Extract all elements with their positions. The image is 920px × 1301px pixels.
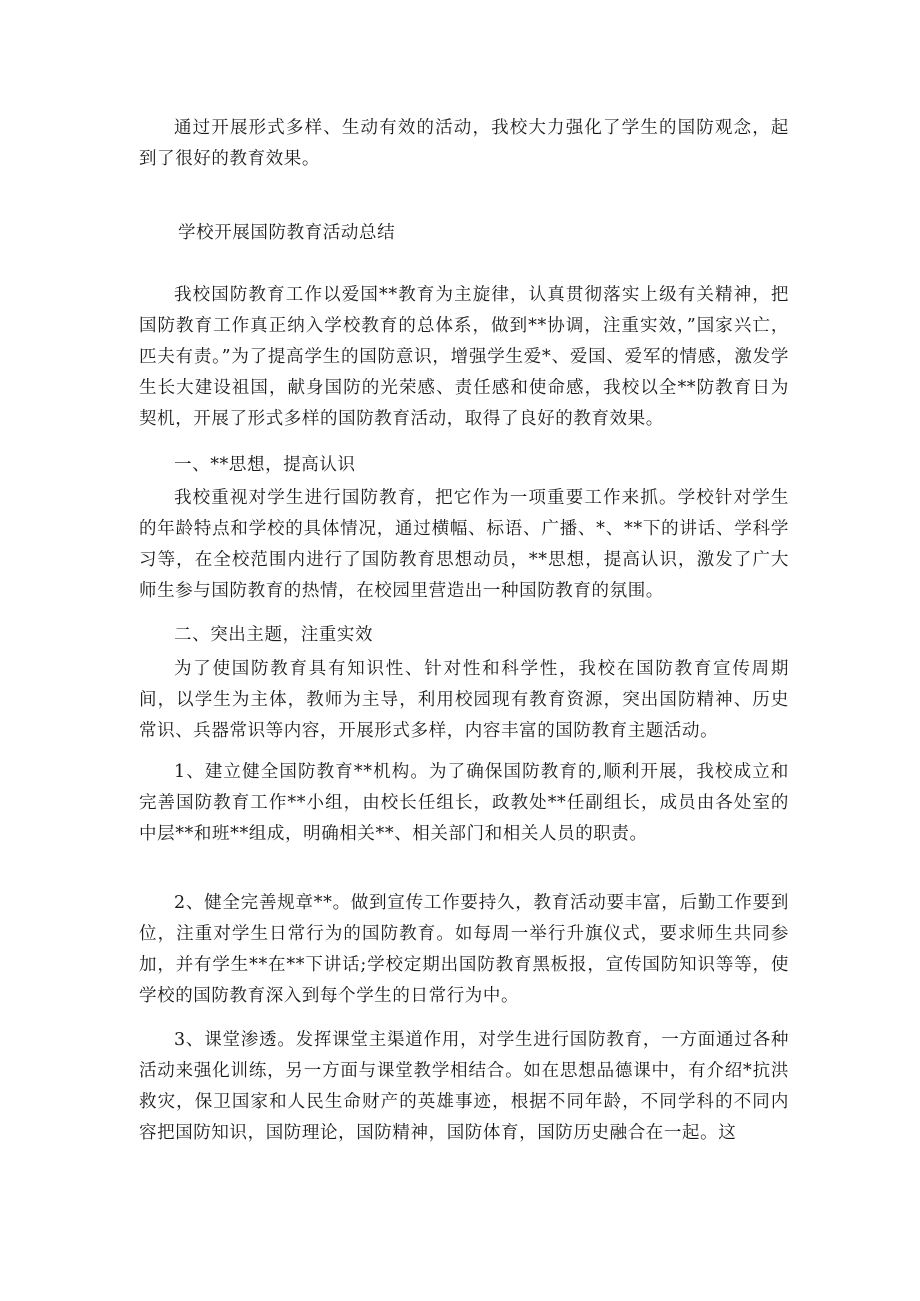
paragraph-section-2: 为了使国防教育具有知识性、针对性和科学性，我校在国防教育宣传周期间，以学生为主体，教师为主导，利用校园现有教育资源，突出国防精神、历史常识、兵器常识等内容，开展形式多样，内容丰富的国防教育主题活动。 [139, 659, 789, 741]
intro-paragraph: 通过开展形式多样、生动有效的活动，我校大力强化了学生的国防观念，起到了很好的教育效果。 [139, 118, 789, 169]
document-title: 学校开展国防教育活动总结 [178, 223, 396, 243]
paragraph-opening: 我校国防教育工作以爱国**教育为主旋律，认真贯彻落实上级有关精神，把国防教育工作真正纳入学校教育的总体系，做到**协调，注重实效，”国家兴亡，匹夫有责。”为了提高学生的国防意识，增强学生爱*、爱国、爱军的情感，激发学生长大建设祖国，献身国防的光荣感、责任感和使命感，我校以全**防教育日为契机，开展了形式多样的国防教育活动，取得了良好的教育效果。 [139, 285, 789, 429]
section-heading-2: 二、突出主题，注重实效 [174, 625, 374, 645]
paragraph-section-1: 我校重视对学生进行国防教育，把它作为一项重要工作来抓。学校针对学生的年龄特点和学校的具体情况，通过横幅、标语、广播、*、**下的讲话、学科学习等，在全校范围内进行了国防教育思想动员，**思想，提高认识，激发了广大师生参与国防教育的热情，在校园里营造出一种国防教育的氛围。 [139, 488, 789, 601]
list-item-2: 2、健全完善规章**。做到宣传工作要持久，教育活动要丰富，后勤工作要到位，注重对学生日常行为的国防教育。如每周一举行升旗仪式，要求师生共同参加，并有学生**在**下讲话;学校定期出国防教育黑板报，宣传国防知识等等，使学校的国防教育深入到每个学生的日常行为中。 [139, 893, 789, 1006]
list-item-1: 1、建立健全国防教育**机构。为了确保国防教育的,顺利开展，我校成立和完善国防教育工作**小组，由校长任组长，政教处**任副组长，成员由各处室的中层**和班**组成，明确相关**、相关部门和相关人员的职责。 [139, 762, 789, 844]
list-item-3: 3、课堂渗透。发挥课堂主渠道作用，对学生进行国防教育，一方面通过各种活动来强化训练，另一方面与课堂教学相结合。如在思想品德课中，有介绍*抗洪救灾，保卫国家和人民生命财产的英雄事迹，根据不同年龄，不同学科的不同内容把国防知识，国防理论，国防精神，国防体育，国防历史融合在一起。这 [139, 1030, 789, 1143]
section-heading-1: 一、**思想，提高认识 [174, 455, 356, 475]
